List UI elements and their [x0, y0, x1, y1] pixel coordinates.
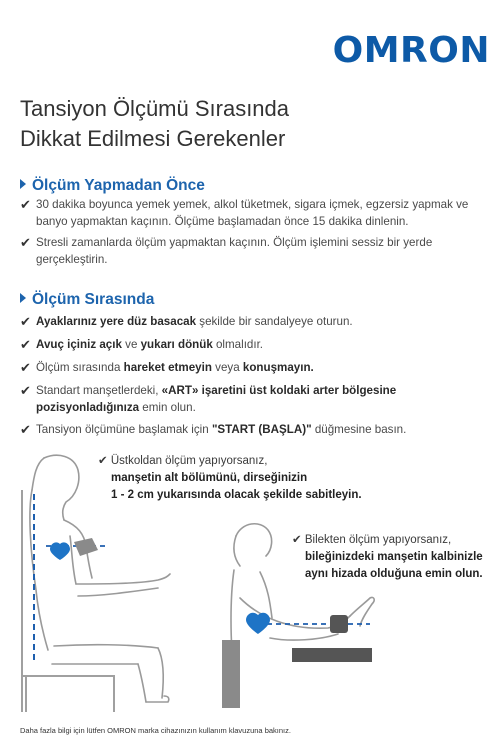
title-line-2: Dikkat Edilmesi Gerekenler: [20, 126, 286, 151]
omron-logo: OMRON: [332, 30, 490, 71]
checkmark-icon: ✔: [20, 314, 31, 329]
checkmark-icon: ✔: [98, 455, 111, 467]
section-before-heading: Ölçüm Yapmadan Önce: [20, 177, 205, 195]
checkmark-icon: ✔: [20, 360, 31, 375]
title-line-1: Tansiyon Ölçümü Sırasında: [20, 96, 290, 121]
wrist-note: ✔ Bilekten ölçüm yapıyorsanız, bileğinizdeki manşetin kalbinizle aynı hizada olduğuna emin olun.: [292, 534, 483, 580]
during-item-2: ✔ Avuç içiniz açık ve yukarı dönük olmalıdır.: [20, 337, 264, 352]
before-item-2: ✔ Stresli zamanlarda ölçüm yapmaktan kaçının. Ölçüm işlemini sessiz bir yerde gerçekleştirin.: [20, 235, 433, 266]
upper-arm-note: ✔ Üstkoldan ölçüm yapıyorsanız, manşetin alt bölümünü, dirseğinizin 1 - 2 cm yukarısında olacak şekilde sabitleyin.: [98, 455, 362, 501]
triangle-bullet-icon: [20, 179, 26, 189]
triangle-bullet-icon: [20, 293, 26, 303]
checkmark-icon: ✔: [292, 534, 305, 546]
during-item-1: ✔ Ayaklarınız yere düz basacak şekilde bir sandalyeye oturun.: [20, 314, 353, 329]
page-title: [20, 94, 289, 154]
checkmark-icon: ✔: [20, 337, 31, 352]
heart-icon: [50, 542, 70, 560]
checkmark-icon: ✔: [20, 422, 31, 437]
checkmark-icon: ✔: [20, 197, 31, 212]
during-item-5: ✔ Tansiyon ölçümüne başlamak için "START (BAŞLA)" düğmesine basın.: [20, 422, 407, 437]
section-during-heading: Ölçüm Sırasında: [20, 291, 154, 309]
checkmark-icon: ✔: [20, 235, 31, 250]
checkmark-icon: ✔: [20, 383, 31, 398]
heart-icon: [246, 613, 270, 634]
during-item-4: ✔ Standart manşetlerdeki, «ART» işaretini üst koldaki arter bölgesine pozisyonladığınıza emin olun.: [20, 383, 397, 414]
footer-note: Daha fazla bilgi için lütfen OMRON marka cihazınızın kullanım klavuzuna bakınız.: [20, 726, 291, 735]
before-item-1: ✔ 30 dakika boyunca yemek yemek, alkol tüketmek, sigara içmek, egzersiz yapmak ve banyo yapmaktan kaçının. Ölçüme başlamadan önce 15 dakika dinlenin.: [20, 197, 469, 228]
during-item-3: ✔ Ölçüm sırasında hareket etmeyin veya konuşmayın.: [20, 360, 314, 375]
